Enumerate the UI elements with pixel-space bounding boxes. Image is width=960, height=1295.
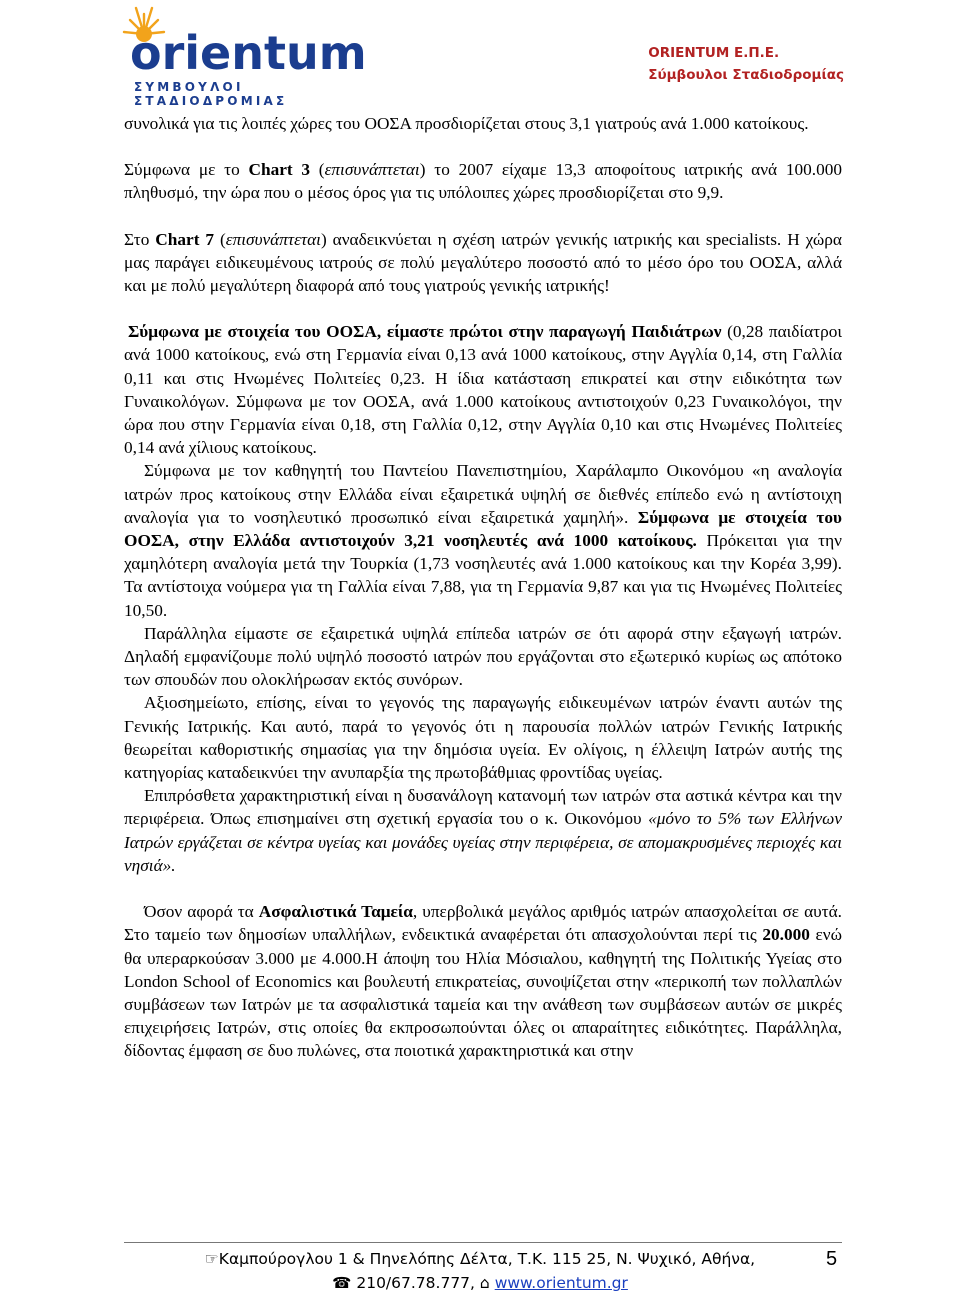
- footer-address-line: [170, 1247, 790, 1271]
- page-number: 5: [826, 1248, 838, 1270]
- paragraph-1: συνολικά για τις λοιπές χώρες του ΟΟΣΑ προσδιορίζεται στους 3,1 γιατρούς ανά 1.000 κατοίκους.: [124, 114, 809, 133]
- text-run: (0,28 παιδίατροι ανά 1000 κατοίκους, ενώ στη Γερμανία είναι 0,13 ανά 1000 κατοίκους, στην Αγγλία 0,14, στη Γαλλία 0,11 και στις Ηνωμένες Πολιτείες 0,23. Η ίδια κατάσταση επικρατεί και στην ειδικότητα των Γυναικολόγων. Σύμφωνα με τον ΟΟΣΑ, ανά 1.000 κατοίκους αντιστοιχούν 0,23 Γυναικολόγοι, την ώρα που στην Γερμανία είναι 0,18, στη Γαλλία 0,12, στην Αγγλία 0,10 και στις Ηνωμένες Πολιτείες 0,14 ανά χίλιους κατοίκους.: [124, 322, 842, 458]
- text-run: Σύμφωνα με το: [124, 160, 249, 180]
- bold-run: Ασφαλιστικά Ταμεία: [258, 902, 413, 922]
- paragraph-8: [124, 784, 842, 877]
- italic-quote: «μόνο το 5% των Ελλήνων Ιατρών εργάζεται σε κέντρα υγείας και μονάδες υγείας στην περιφέρεια, σε απομακρυσμένες περιοχές και νησιά».: [124, 809, 842, 875]
- footer-contact-line: [170, 1271, 790, 1295]
- orientum-logo: [108, 4, 368, 108]
- text-run: Σύμφωνα με τον καθηγητή του Παντείου Πανεπιστημίου, Χαράλαμπο Οικονόμου «η αναλογία ιατρών προς κατοίκους στην Ελλάδα είναι εξαιρετικά υψηλή σε διεθνές επίπεδο ενώ η αντίστοιχη αναλογία για το νοσηλευτικό προσωπικό είναι εξαιρετικά χαμηλή».: [124, 461, 842, 527]
- paragraph-6: Παράλληλα είμαστε σε εξαιρετικά υψηλά επίπεδα ιατρών σε ότι αφορά στην εξαγωγή ιατρών. Δηλαδή εμφανίζουμε πολύ υψηλό ποσοστό ιατρών που εργάζονται στο εξωτερικό κυρίως ως απότοκο των σπουδών που ολοκλήρωσαν εκτός συνόρων.: [124, 623, 842, 690]
- paragraph-4: [124, 320, 842, 459]
- chart-3-reference: Chart 3: [248, 160, 311, 180]
- text-run: επισυνάπτεται: [324, 160, 420, 180]
- bold-run: Σύμφωνα με στοιχεία του ΟΟΣΑ, στην Ελλάδα αντιστοιχούν 3,21 νοσηλευτές ανά 1000 κατοίκους.: [124, 507, 843, 551]
- text-run: Πρόκειται για την χαμηλότερη αναλογία μετά την Τουρκία (1,73 νοσηλευτές ανά 1.000 κατοίκους και την Κορέα 3,99). Τα αντίστοιχα νούμερα για τη Γαλλία είναι 7,88, για τη Γερμανία 9,87 και για τις Ηνωμένες Πολιτείες 10,50.: [124, 531, 842, 620]
- paragraph-2: [124, 158, 842, 204]
- text-run: (: [214, 229, 226, 249]
- website-link[interactable]: www.orientum.gr: [494, 1274, 628, 1292]
- paragraph-7: Αξιοσημείωτο, επίσης, είναι το γεγονός της παραγωγής ειδικευμένων ιατρών έναντι αυτών της Γενικής Ιατρικής. Και αυτό, παρά το γεγονός ότι η παρουσία πολλών ιατρών Γενικής Ιατρικής θεωρείται καθοριστικής σημασίας για την δημόσια υγεία. Εν ολίγοις, η έλλειψη Ιατρών αυτής της κατηγορίας καταδεικνύει την ανυπαρξία της πρωτοβάθμιας φροντίδας υγείας.: [124, 693, 842, 783]
- paragraph-9: [124, 900, 842, 1062]
- text-run: (: [310, 160, 325, 180]
- company-tagline: Σύμβουλοι Σταδιοδρομίας: [648, 67, 844, 83]
- footer-divider: [124, 1242, 842, 1243]
- bold-run: Σύμφωνα με στοιχεία του ΟΟΣΑ, είμαστε πρώτοι στην παραγωγή Παιδιάτρων: [128, 322, 722, 342]
- text-run: Επιπρόσθετα χαρακτηριστική είναι η δυσανάλογη κατανομή των ιατρών στα αστικά κέντρα και την περιφέρεια. Όπως επισημαίνει στη σχετική εργασία του ο κ. Οικονόμου: [124, 786, 842, 829]
- text-run: ) αναδεικνύεται η σχέση ιατρών γενικής ιατρικής και specialists. Η χώρα μας παράγει ειδικευμένους ιατρούς σε πολύ μεγαλύτερο ποσοστό από το μέσο όρο του ΟΟΣΑ, αλλά και με πολύ μεγαλύτερη διαφορά από τους γιατρούς γενικής ιατρικής!: [124, 229, 842, 296]
- text-run: , υπερβολικά μεγάλος αριθμός ιατρών απασχολείται σε αυτά. Στο ταμείο των δημοσίων υπαλλήλων, ενδεικτικά αναφέρεται ότι απασχολούνται περί τις: [124, 902, 842, 945]
- footer-address: Καμπούρογλου 1 & Πηνελόπης Δέλτα, Τ.Κ. 115 25, Ν. Ψυχικό, Αθήνα,: [218, 1250, 756, 1268]
- text-run: Όσον αφορά τα: [144, 902, 259, 922]
- footer-contact: [170, 1247, 790, 1295]
- logo-subtitle: ΣΥΜΒΟΥΛΟΙ ΣΤΑΔΙΟΔΡΟΜΙΑΣ: [134, 80, 288, 108]
- paragraph-5: [124, 459, 842, 621]
- text-run: επισυνάπτεται: [225, 229, 321, 249]
- paragraph-3: [124, 228, 842, 298]
- text-run: ) το 2007 είχαμε 13,3 αποφοίτους ιατρικής ανά 100.000 πληθυσμό, την ώρα που ο μέσος όρος για τις υπόλοιπες χώρες προσδιορίζεται στο 9,9.: [124, 160, 842, 203]
- logo-wordmark: orientum: [130, 26, 367, 80]
- chart-7-reference: Chart 7: [155, 229, 215, 249]
- header-company-block: [648, 42, 844, 86]
- footer-phone: 210/67.78.777,: [356, 1274, 475, 1292]
- body-text: [124, 112, 842, 1063]
- text-run: Στο: [124, 229, 156, 249]
- telephone-icon: ☎: [332, 1274, 352, 1292]
- bold-run: 20.000: [762, 925, 810, 945]
- building-icon: ⌂: [479, 1274, 490, 1292]
- pointing-hand-icon: ☞: [204, 1250, 219, 1268]
- text-run: ενώ θα υπεραρκούσαν 3.000 με 4.000.Η άποψη του Ηλία Μόσιαλου, καθηγητή της Πολιτικής Υγείας στο London School of Economics και βουλευτή επικρατείας, συνοψίζεται στην «περικοπή των πολλαπλών συμβάσεων των Ιατρών με τα ασφαλιστικά ταμεία και την ανάθεση των συμβάσεων αυτών σε μικρές επιχειρήσεις Ιατρών, στις οποίες θα εκπροσωπούνται όλες οι απαραίτητες ειδικότητες. Παράλληλα, δίδοντας έμφαση σε δυο πυλώνες, στα ποιοτικά χαρακτηριστικά και στην: [124, 925, 842, 1061]
- company-name: ORIENTUM Ε.Π.Ε.: [648, 45, 780, 61]
